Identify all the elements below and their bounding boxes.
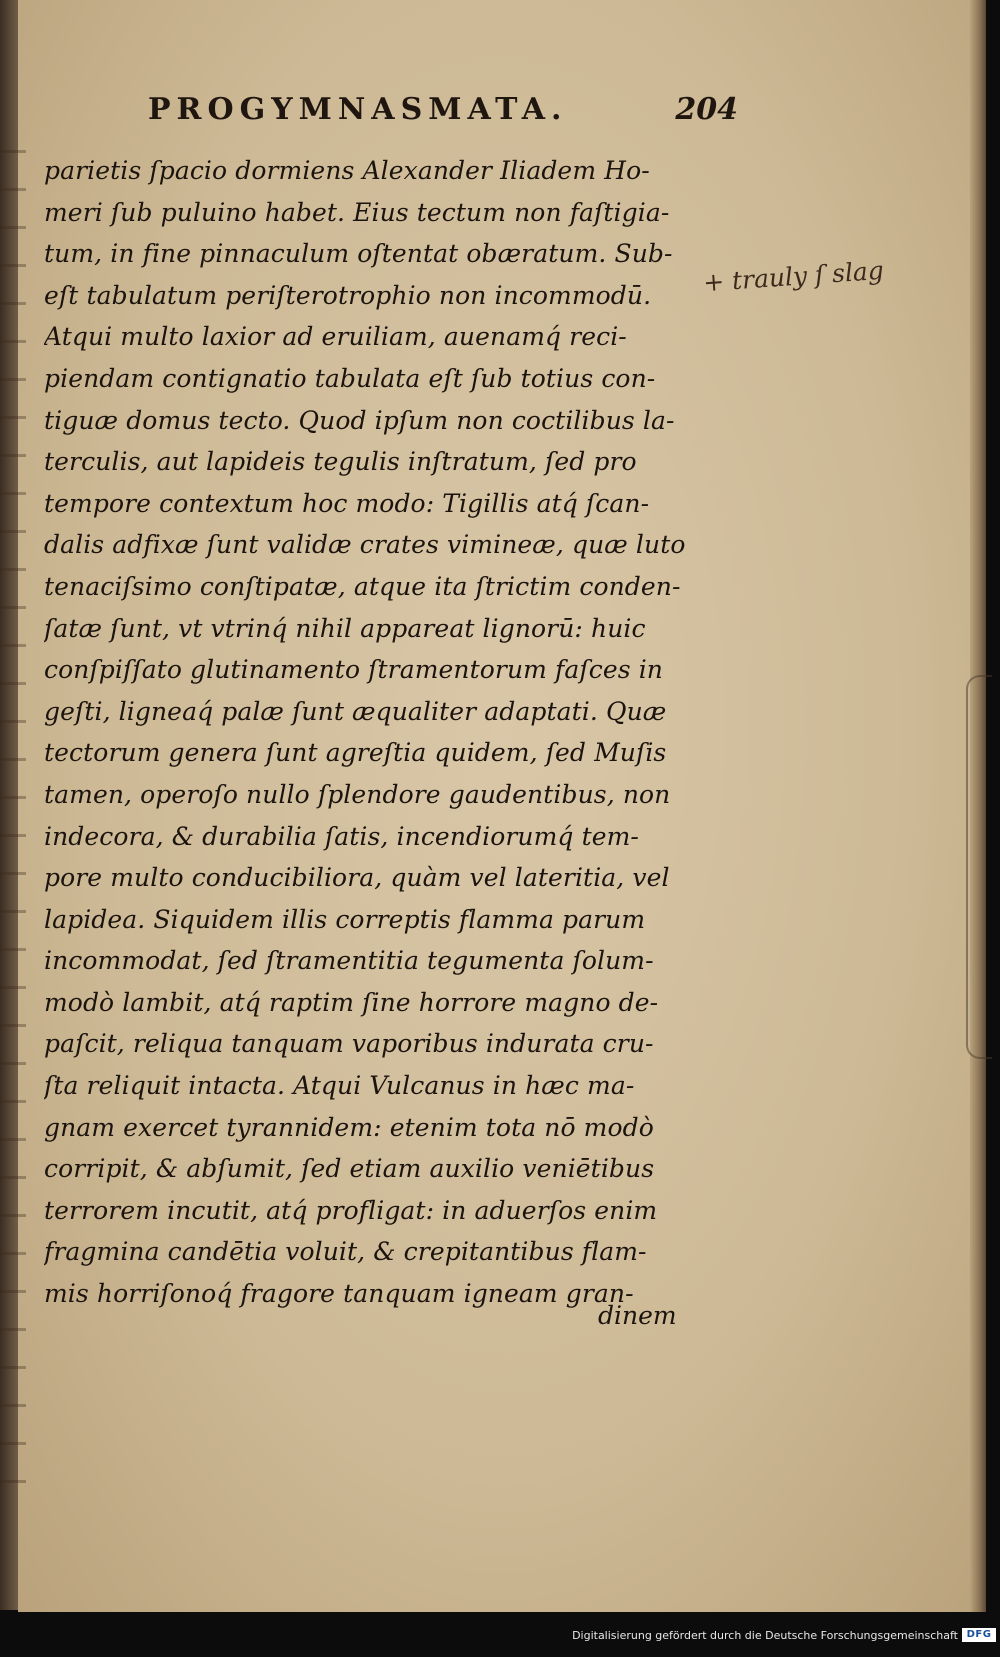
text-line: corripit, & abſumit, ſed etiam auxilio veniētibus [44,1154,655,1184]
dfg-logo: DFG [962,1628,996,1642]
body-text [44,150,724,1315]
digitization-credit: Digitalisierung gefördert durch die Deutsche Forschungsgemeinschaft [572,1629,958,1642]
text-line: paſcit, reliqua tanquam vaporibus indurata cru- [44,1029,654,1059]
text-line: mis horriſonoq́ fragore tanquam igneam gran- [44,1279,634,1309]
text-line: parietis ſpacio dormiens Alexander Iliadem Ho- [44,156,650,185]
text-line: tectorum genera ſunt agreſtia quidem, ſed Muſis [44,738,667,768]
text-line: indecora, & durabilia ſatis, incendiorumq́ tem- [44,821,639,851]
text-line: conſpiſſato glutinamento ſtramentorum faſces in [44,655,663,685]
page-tab-shadow [966,675,992,1059]
gutter-binding-marks [0,150,26,1500]
text-line: incommodat, ſed ſtramentitia tegumenta ſolum- [44,946,654,976]
text-line: tempore contextum hoc modo: Tigillis atq́ ſcan- [44,488,650,518]
running-title: PROGYMNASMATA. [148,92,568,127]
text-line: Atqui multo laxior ad eruiliam, auenamq́ reci- [44,322,627,352]
text-line: tiguæ domus tecto. Quod ipſum non coctilibus la- [44,405,675,435]
text-line: modò lambit, atq́ raptim ſine horrore magno de- [44,987,659,1017]
text-line: piendam contignatio tabulata eſt ſub totius con- [44,363,656,393]
page-number: 204 [675,92,738,127]
text-line: meri ſub puluino habet. Eius tectum non faſtigia- [44,197,670,227]
catchword: dinem [598,1301,677,1330]
text-line: eſt tabulatum periſterotrophio non incommodū. [44,280,652,310]
text-line: tenaciſsimo conſtipatæ, atque ita ſtrictim conden- [44,571,681,601]
text-line: gnam exercet tyrannidem: etenim tota nō modò [44,1112,654,1142]
text-line: geſti, ligneaq́ palæ ſunt æqualiter adaptati. Quæ [44,696,667,726]
text-line: ſatæ ſunt, vt vtrinq́ nihil appareat lignorū: huic [44,613,646,643]
text-line: dalis adfixæ ſunt validæ crates vimineæ, quæ luto [44,530,686,560]
text-line: fragmina candētia voluit, & crepitantibus flam- [44,1237,647,1267]
running-header [148,92,738,140]
text-line: tum, in fine pinnaculum oſtentat obæratum. Sub- [44,239,673,269]
text-line: pore multo conducibiliora, quàm vel lateritia, vel [44,863,670,893]
text-line: terrorem incutit, atq́ profligat: in aduerſos enim [44,1195,658,1225]
text-line: terculis, aut lapideis tegulis inſtratum, ſed pro [44,447,637,477]
text-line: ſta reliquit intacta. Atqui Vulcanus in hæc ma- [44,1071,635,1101]
text-line: lapidea. Siquidem illis correptis flamma parum [44,904,646,934]
handwritten-margin-note: + trauly ſ slag [702,255,885,298]
text-line: tamen, operoſo nullo ſplendore gaudentibus, non [44,779,671,809]
